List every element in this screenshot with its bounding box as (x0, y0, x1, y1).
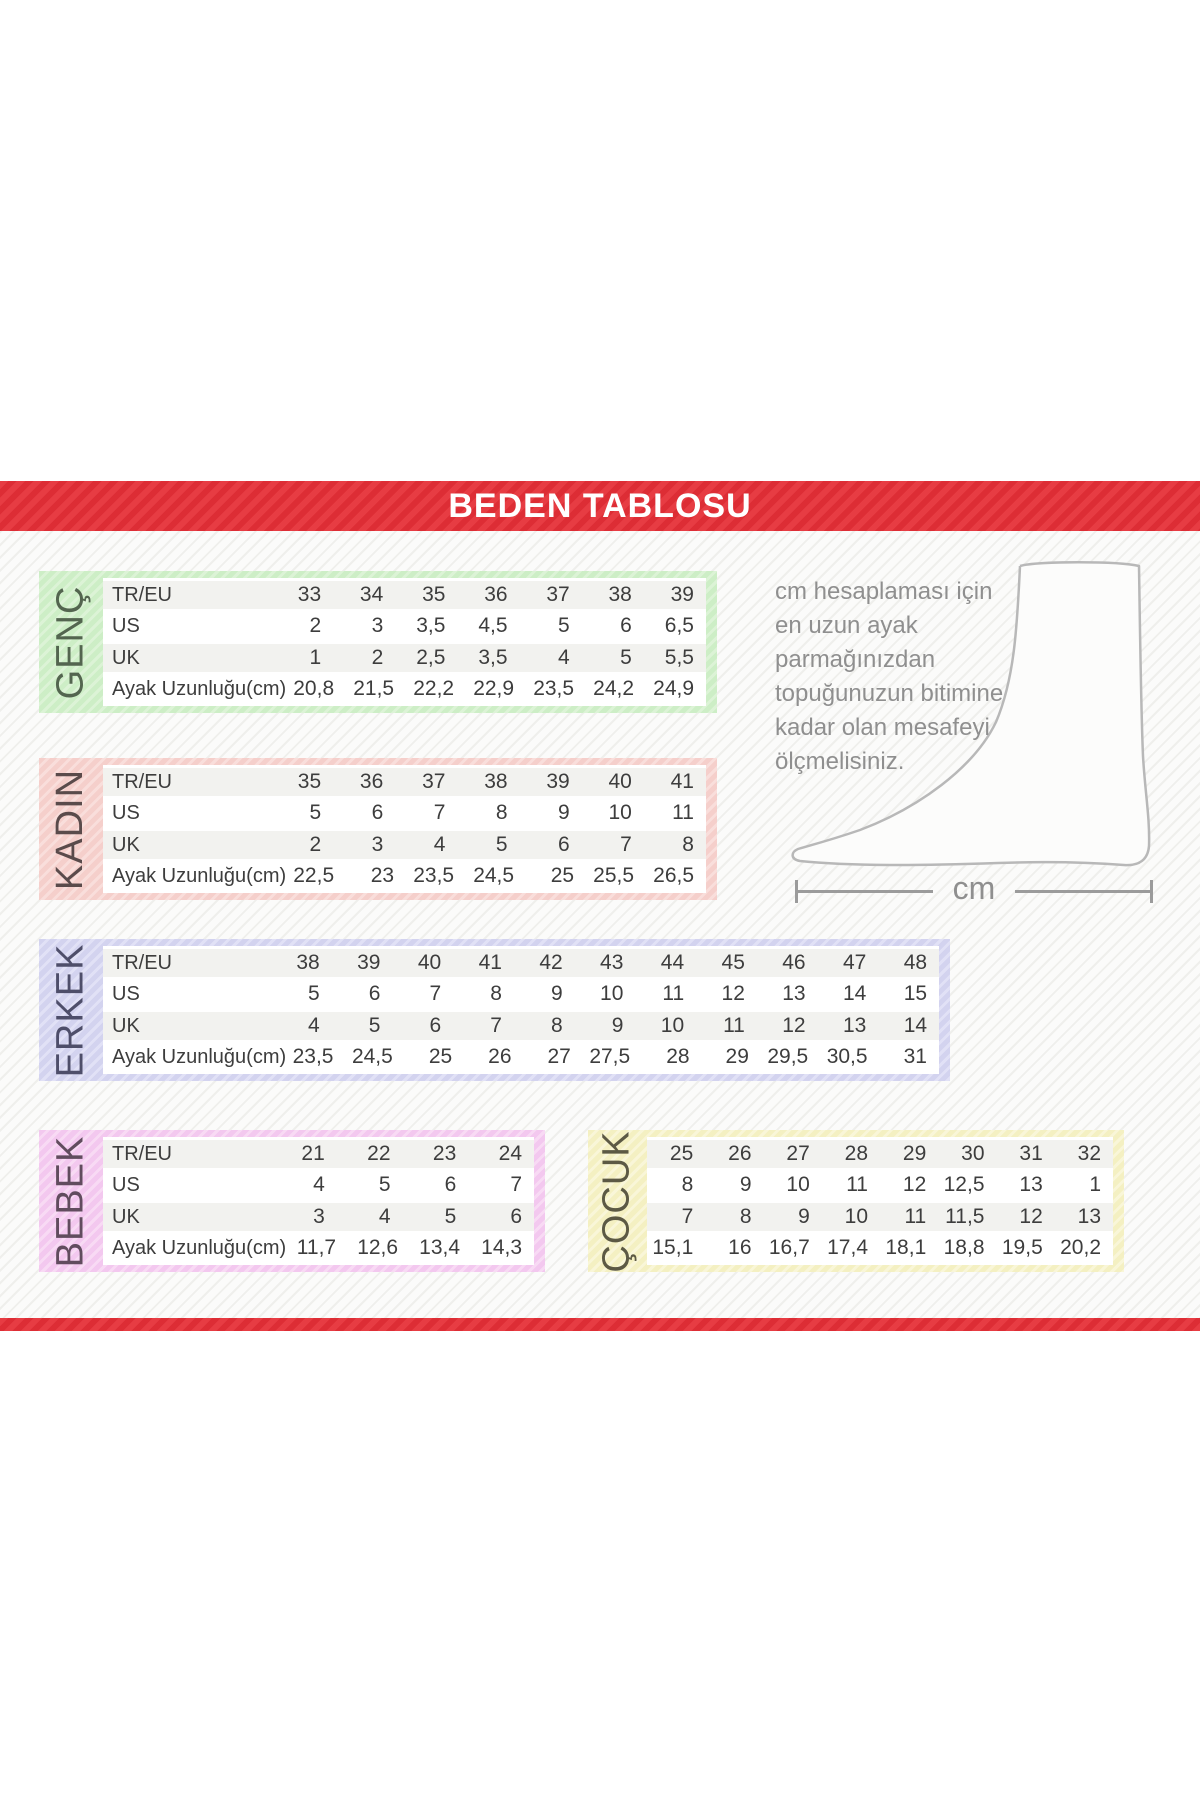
table-row (103, 644, 706, 672)
size-value: 7 (510, 1173, 522, 1197)
size-value: 20,8 (293, 676, 335, 700)
row-label: TR/EU (112, 584, 172, 606)
size-value: 3 (371, 614, 384, 638)
table-row (103, 799, 706, 827)
size-value: 8 (550, 1013, 563, 1037)
size-value: 9 (798, 1204, 810, 1228)
row-label: UK (112, 1205, 140, 1228)
size-value: 9 (611, 1013, 624, 1037)
size-value: 41 (670, 770, 694, 793)
size-value: 38 (484, 770, 508, 793)
size-value: 9 (558, 801, 570, 825)
size-value: 29 (725, 1044, 749, 1068)
size-value: 1 (309, 645, 322, 669)
table-row (647, 1203, 1113, 1231)
size-value: 5 (308, 982, 320, 1006)
table-row (103, 1203, 534, 1231)
size-value: 2 (371, 645, 384, 669)
size-value: 7 (433, 801, 446, 825)
size-value: 24,2 (593, 676, 635, 700)
size-value: 2,5 (416, 645, 446, 669)
row-label: Ayak Uzunluğu(cm) (112, 864, 287, 887)
size-value: 8 (495, 801, 508, 825)
size-value: 23 (370, 863, 395, 887)
table-row (103, 1234, 534, 1262)
size-value: 47 (842, 951, 867, 974)
size-value: 4 (308, 1013, 320, 1037)
size-value: 4 (313, 1173, 325, 1197)
size-value: 39 (670, 583, 694, 606)
size-value: 24,5 (473, 863, 515, 887)
size-value: 17,4 (827, 1235, 868, 1259)
size-value: 42 (539, 951, 563, 974)
size-value: 29 (902, 1142, 927, 1165)
size-value: 12 (782, 1013, 806, 1037)
size-value: 5 (309, 801, 322, 825)
size-value: 8 (682, 832, 694, 856)
table-label-text: GENÇ (49, 585, 92, 699)
row-label: Ayak Uzunluğu(cm) (112, 677, 287, 700)
size-value: 36 (484, 583, 508, 606)
size-value: 11 (846, 1173, 868, 1197)
size-value: 11,7 (296, 1235, 337, 1259)
size-value: 28 (666, 1044, 690, 1068)
size-value: 37 (546, 583, 570, 606)
size-value: 2 (309, 614, 322, 638)
size-table-bebek (39, 1130, 545, 1272)
measurement-note: cm hesaplaması için en uzun ayak parmağınızdan topuğunuzun bitimine kadar olan mesafeyi ölçmelisiniz. (775, 578, 1004, 775)
size-table-erkek (39, 939, 950, 1081)
size-value: 4 (378, 1204, 391, 1228)
table-label-text: ÇOCUK (596, 1129, 639, 1273)
measure-line-left (798, 890, 933, 893)
table-row (103, 1140, 534, 1168)
size-value: 37 (422, 770, 446, 793)
size-value: 22 (367, 1142, 391, 1165)
size-value: 7 (681, 1204, 694, 1228)
size-value: 30 (961, 1142, 985, 1165)
size-value: 27 (786, 1142, 810, 1165)
size-value: 15 (903, 982, 928, 1006)
size-value: 22,9 (473, 676, 515, 700)
table-label-text: KADIN (49, 768, 92, 890)
size-value: 32 (1077, 1142, 1101, 1165)
size-value: 21,5 (353, 676, 395, 700)
size-value: 3 (371, 832, 384, 856)
size-value: 6 (510, 1204, 522, 1228)
size-value: 23,5 (533, 676, 575, 700)
size-value: 24,5 (351, 1044, 393, 1068)
size-value: 10 (608, 801, 632, 825)
size-value: 20,2 (1060, 1235, 1101, 1259)
size-value: 6 (429, 1013, 442, 1037)
size-value: 13,4 (419, 1235, 461, 1259)
size-value: 11 (904, 1204, 927, 1228)
size-value: 5,5 (664, 645, 694, 669)
size-value: 6 (444, 1173, 457, 1197)
table-row (647, 1234, 1113, 1262)
size-value: 31 (1019, 1142, 1043, 1165)
table-row (647, 1140, 1113, 1168)
size-value: 18,1 (885, 1235, 927, 1259)
size-value: 12 (721, 982, 745, 1006)
size-value: 10 (786, 1173, 810, 1197)
size-value: 3,5 (416, 614, 446, 638)
size-value: 35 (422, 583, 446, 606)
table-row (103, 768, 706, 796)
size-value: 1 (1089, 1173, 1101, 1197)
table-row (103, 675, 706, 703)
size-table-cocuk (588, 1130, 1124, 1272)
table-body (647, 1137, 1113, 1265)
size-value: 38 (608, 583, 632, 606)
size-value: 25 (428, 1044, 453, 1068)
table-row (103, 1171, 534, 1199)
size-value: 8 (739, 1204, 752, 1228)
size-value: 7 (490, 1013, 502, 1037)
row-label: US (112, 615, 140, 638)
size-value: 30,5 (826, 1044, 868, 1068)
size-value: 27 (547, 1044, 571, 1068)
row-label: US (112, 802, 140, 825)
size-value: 6,5 (664, 614, 694, 638)
size-value: 43 (600, 951, 624, 974)
row-label: UK (112, 833, 140, 856)
measure-line-right (1015, 890, 1150, 893)
size-value: 34 (359, 583, 384, 606)
size-value: 11 (672, 801, 694, 825)
size-value: 13 (782, 982, 806, 1006)
table-label-text: ERKEK (49, 943, 92, 1077)
size-value: 12 (902, 1173, 927, 1197)
size-value: 25,5 (593, 863, 635, 887)
size-value: 36 (359, 770, 384, 793)
size-value: 12,6 (357, 1235, 399, 1259)
page-title: BEDEN TABLOSU (448, 486, 752, 525)
size-value: 11 (723, 1013, 745, 1037)
row-label: TR/EU (112, 1143, 172, 1165)
table-label-genc (39, 571, 103, 713)
table-row (103, 949, 939, 977)
size-value: 24,9 (653, 676, 695, 700)
table-label-cocuk (588, 1130, 647, 1272)
size-value: 22,5 (293, 863, 335, 887)
table-row (103, 581, 706, 609)
size-value: 8 (681, 1173, 694, 1197)
header-bar (0, 481, 1200, 531)
size-value: 39 (546, 770, 570, 793)
row-label: TR/EU (112, 771, 172, 793)
size-value: 3 (313, 1204, 325, 1228)
size-value: 40 (417, 951, 442, 974)
size-value: 12,5 (943, 1173, 985, 1197)
table-body (103, 946, 939, 1074)
size-value: 9 (550, 982, 563, 1006)
size-value: 16 (728, 1235, 752, 1259)
size-value: 48 (903, 951, 928, 974)
size-value: 31 (903, 1044, 927, 1068)
row-label: US (112, 983, 140, 1006)
row-label: UK (112, 1014, 140, 1037)
size-value: 5 (368, 1013, 381, 1037)
size-value: 19,5 (1001, 1235, 1043, 1259)
size-table-kadin (39, 758, 717, 900)
table-row (103, 862, 706, 890)
size-value: 38 (296, 951, 320, 974)
size-value: 4 (558, 645, 570, 669)
size-value: 23 (432, 1142, 457, 1165)
size-value: 33 (297, 583, 322, 606)
measure-unit-label: cm (952, 870, 996, 906)
size-value: 13 (1077, 1204, 1101, 1228)
size-value: 44 (660, 951, 685, 974)
table-label-erkek (39, 939, 103, 1081)
size-value: 5 (495, 832, 508, 856)
size-value: 22,2 (413, 676, 455, 700)
size-value: 6 (371, 801, 384, 825)
size-value: 4,5 (478, 614, 508, 638)
cm-measure-line (795, 870, 1153, 906)
table-body (103, 765, 706, 893)
size-value: 10 (660, 1013, 685, 1037)
table-row (103, 980, 939, 1008)
size-value: 18,8 (943, 1235, 985, 1259)
size-value: 26 (728, 1142, 752, 1165)
size-value: 24 (498, 1142, 522, 1165)
size-value: 4 (433, 832, 446, 856)
table-row (647, 1171, 1113, 1199)
size-value: 10 (844, 1204, 868, 1228)
size-value: 27,5 (589, 1044, 631, 1068)
size-value: 23,5 (292, 1044, 334, 1068)
size-value: 6 (558, 832, 570, 856)
size-value: 13 (842, 1013, 867, 1037)
table-label-bebek (39, 1130, 103, 1272)
row-label: Ayak Uzunluğu(cm) (112, 1236, 287, 1259)
size-value: 11 (662, 982, 685, 1006)
size-value: 41 (478, 951, 502, 974)
size-value: 26 (488, 1044, 512, 1068)
size-value: 5 (620, 645, 632, 669)
size-value: 5 (444, 1204, 457, 1228)
size-value: 10 (600, 982, 624, 1006)
size-value: 2 (309, 832, 322, 856)
size-value: 8 (490, 982, 502, 1006)
size-value: 14 (903, 1013, 928, 1037)
size-value: 9 (739, 1173, 752, 1197)
size-value: 15,1 (652, 1235, 694, 1259)
size-value: 25 (550, 863, 575, 887)
table-label-text: BEBEK (49, 1135, 92, 1267)
row-label: TR/EU (112, 952, 172, 974)
size-value: 35 (297, 770, 322, 793)
size-value: 29,5 (767, 1044, 809, 1068)
size-value: 16,7 (768, 1235, 810, 1259)
size-value: 46 (782, 951, 806, 974)
size-value: 40 (608, 770, 632, 793)
size-value: 25 (669, 1142, 694, 1165)
size-value: 21 (301, 1142, 325, 1165)
size-table-genc (39, 571, 717, 713)
size-value: 5 (558, 614, 570, 638)
footer-red-strip (0, 1318, 1200, 1331)
size-value: 3,5 (478, 645, 508, 669)
size-value: 6 (368, 982, 381, 1006)
table-row (103, 612, 706, 640)
size-value: 5 (378, 1173, 391, 1197)
table-row (103, 1012, 939, 1040)
size-value: 11,5 (945, 1204, 985, 1228)
size-value: 6 (620, 614, 632, 638)
table-label-kadin (39, 758, 103, 900)
table-body (103, 578, 706, 706)
table-row (103, 831, 706, 859)
size-value: 12 (1019, 1204, 1043, 1228)
size-value: 45 (721, 951, 745, 974)
table-row (103, 1043, 939, 1071)
size-value: 23,5 (413, 863, 455, 887)
row-label: UK (112, 646, 140, 669)
table-body (103, 1137, 534, 1265)
measure-tick-right (1150, 880, 1153, 903)
size-value: 7 (620, 832, 632, 856)
size-value: 28 (844, 1142, 868, 1165)
row-label: US (112, 1174, 140, 1197)
size-value: 39 (357, 951, 381, 974)
size-value: 14 (842, 982, 867, 1006)
size-value: 26,5 (653, 863, 695, 887)
size-value: 13 (1019, 1173, 1043, 1197)
size-value: 14,3 (481, 1235, 523, 1259)
row-label: Ayak Uzunluğu(cm) (112, 1045, 287, 1068)
size-value: 7 (429, 982, 442, 1006)
